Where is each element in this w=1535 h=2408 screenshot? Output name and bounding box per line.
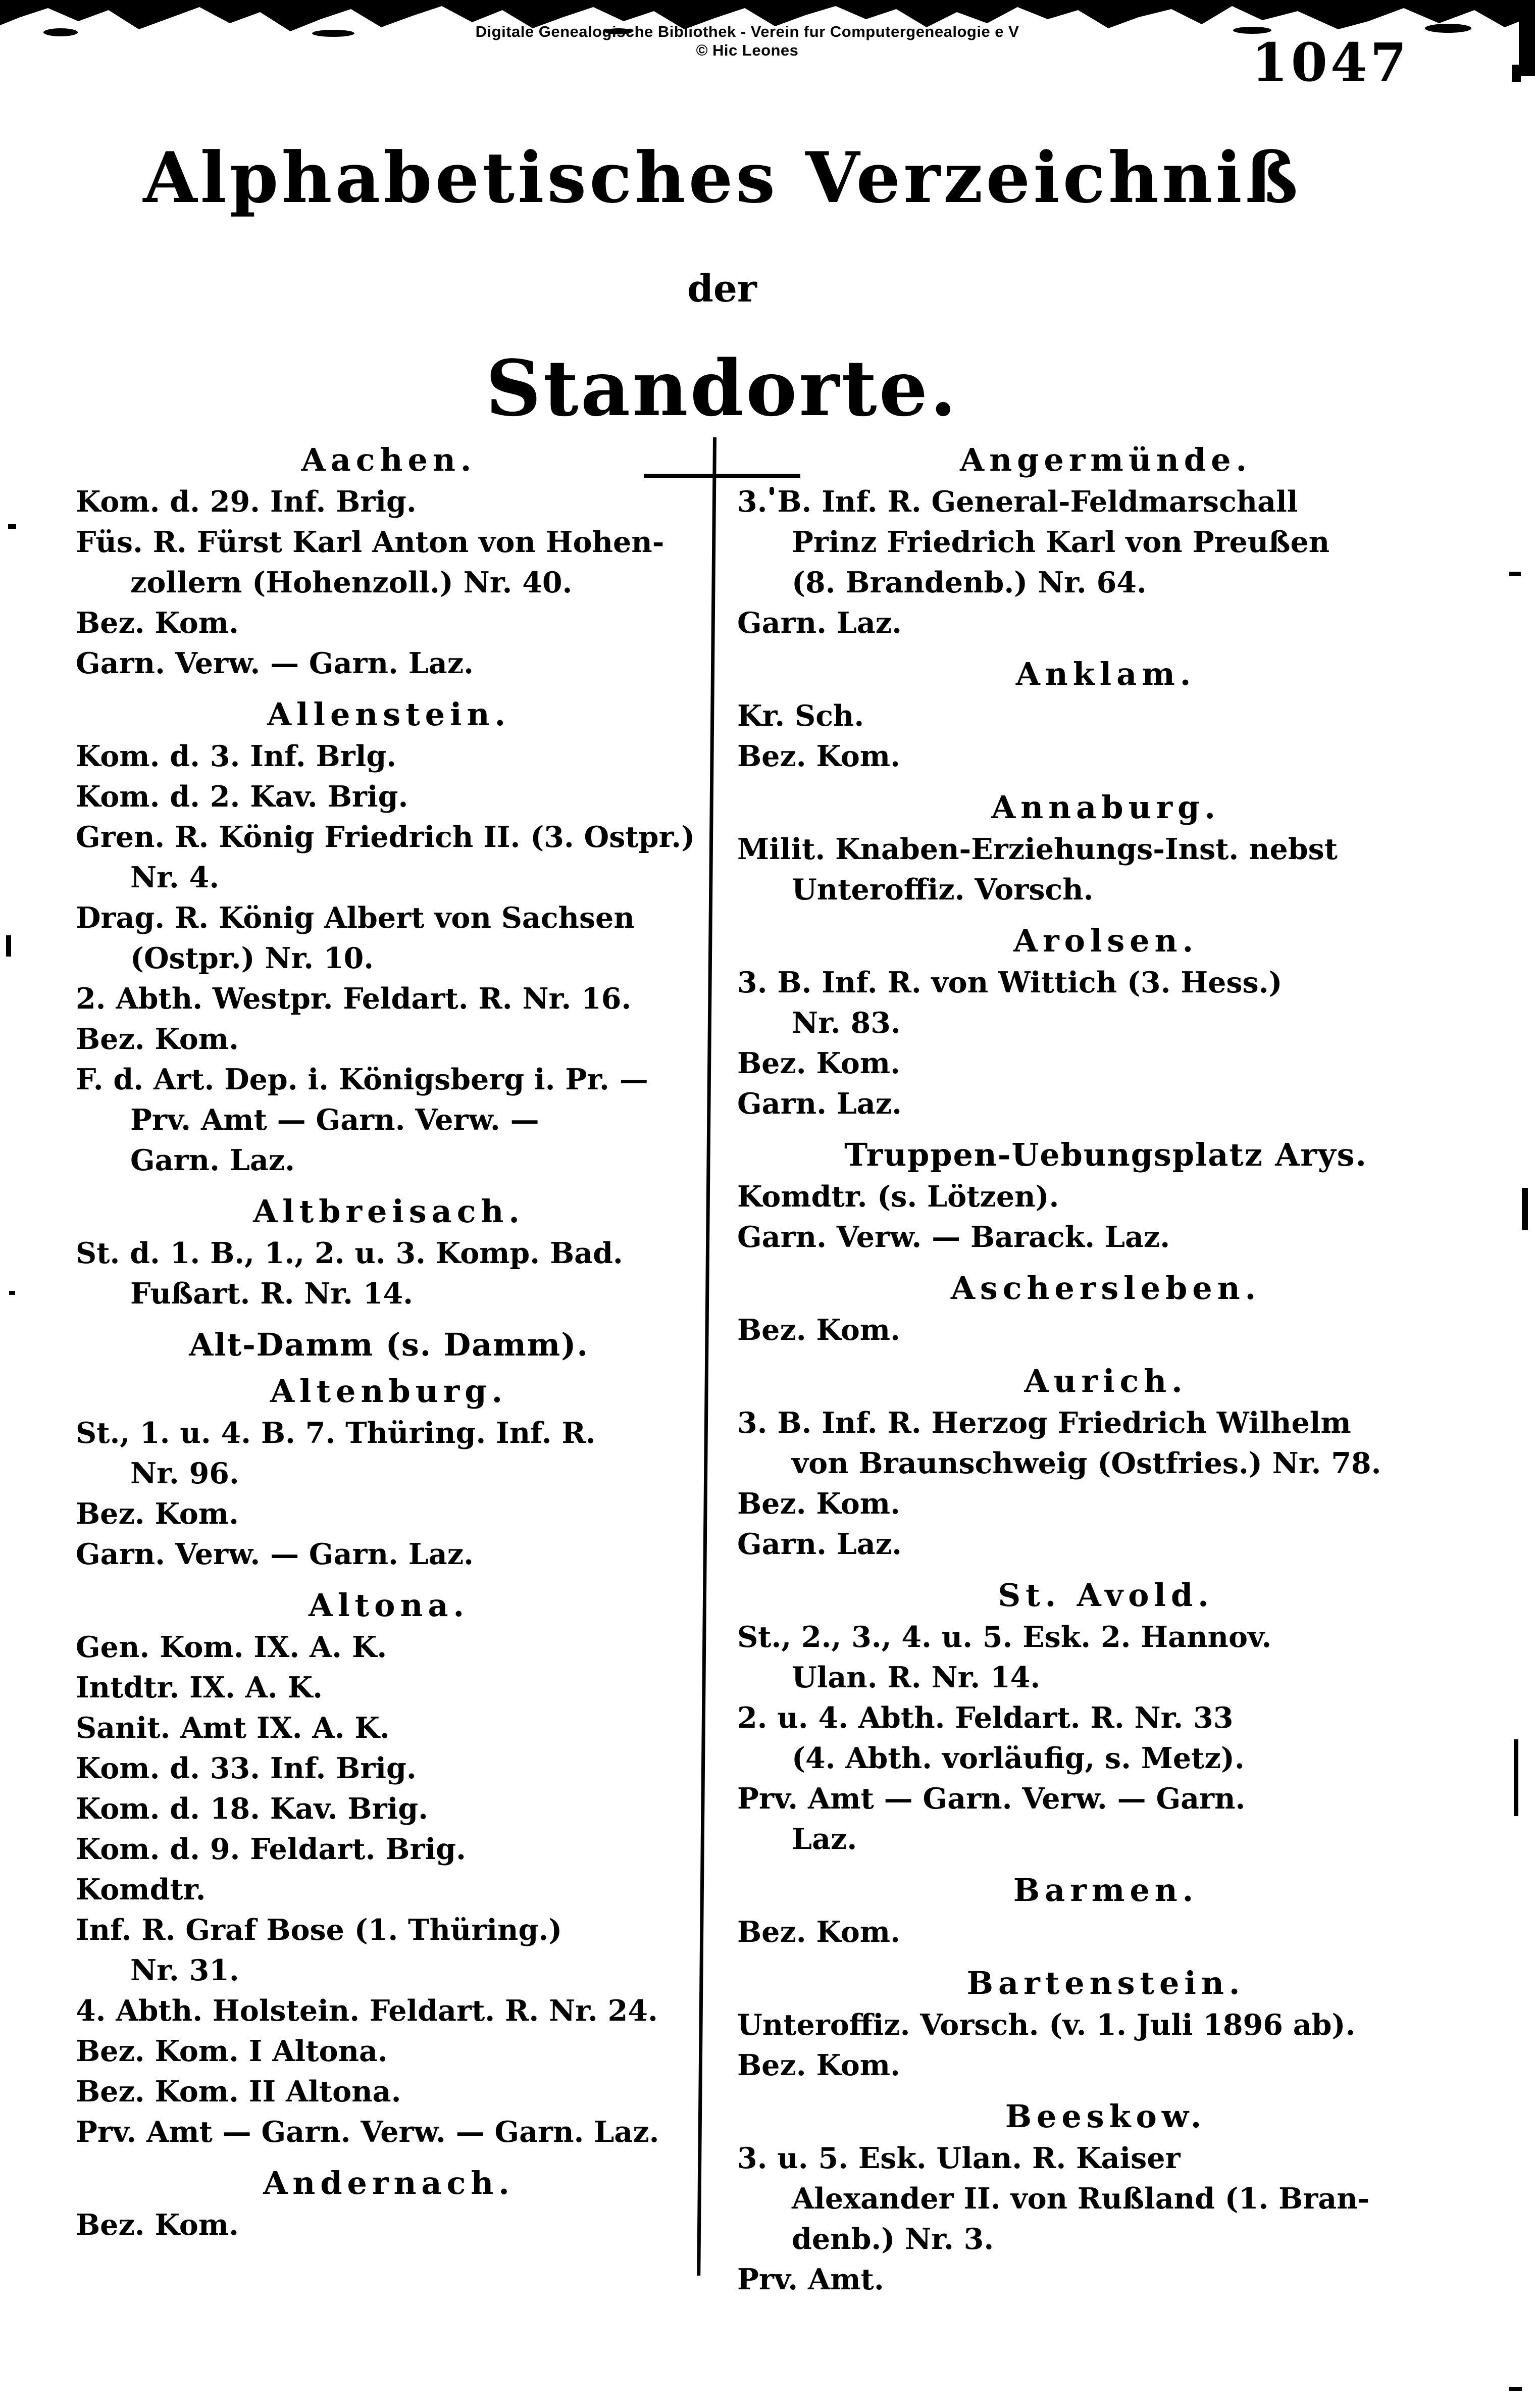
unit-entry <box>76 736 702 777</box>
location-section <box>76 441 702 684</box>
unit-entry <box>76 1627 702 1668</box>
section-heading: Aschersleben. <box>950 1270 1261 1307</box>
entry-line: Bez. Kom. <box>737 739 900 773</box>
unit-entry <box>76 2072 702 2112</box>
entry-line: St., 2., 3., 4. u. 5. Esk. 2. Hannov. <box>737 1620 1272 1654</box>
section-heading: St. Avold. <box>998 1577 1214 1614</box>
section-heading: Barmen. <box>1013 1872 1199 1909</box>
unit-entry <box>76 1829 702 1870</box>
unit-entry <box>737 2260 1474 2300</box>
index-columns <box>76 443 1474 2300</box>
unit-entry <box>76 1910 702 1991</box>
unit-entry <box>76 817 702 898</box>
unit-entry <box>76 603 702 643</box>
section-heading: Allenstein. <box>267 696 511 733</box>
entry-line: Kom. d. 2. Kav. Brig. <box>76 780 408 814</box>
unit-entry <box>737 1217 1474 1258</box>
entry-line: Gen. Kom. IX. A. K. <box>76 1630 387 1664</box>
title-subtitle: Standorte. <box>485 343 959 433</box>
unit-entry <box>76 482 702 522</box>
entry-line: Garn. Laz. <box>130 1143 295 1177</box>
scan-artifact <box>1509 2387 1522 2391</box>
entry-line: Bez. Kom. I Altona. <box>76 2034 388 2068</box>
entry-line: Komdtr. (s. Lötzen). <box>737 1180 1059 1214</box>
location-section <box>737 1965 1474 2086</box>
entry-line: Unteroffiz. Vorsch. (v. 1. Juli 1896 ab). <box>737 2008 1356 2042</box>
entry-line: (4. Abth. vorläufig, s. Metz). <box>792 1741 1245 1775</box>
entry-line: Kom. d. 9. Feldart. Brig. <box>76 1832 466 1866</box>
entry-line: Bez. Kom. <box>737 1313 900 1347</box>
entry-line: denb.) Nr. 3. <box>792 2222 994 2256</box>
entry-line: (8. Brandenb.) Nr. 64. <box>792 566 1147 599</box>
entry-line: Nr. 4. <box>130 861 220 894</box>
entry-line: Kom. d. 29. Inf. Brig. <box>76 485 417 519</box>
entry-line: zollern (Hohenzoll.) Nr. 40. <box>130 566 573 599</box>
entry-line: Bez. Kom. <box>76 606 239 640</box>
location-section <box>737 922 1474 1124</box>
unit-entry <box>737 603 1474 643</box>
entry-line: Inf. R. Graf Bose (1. Thüring.) <box>76 1913 562 1947</box>
scan-artifact <box>1514 1739 1518 1816</box>
entry-line: Garn. Laz. <box>737 1527 902 1561</box>
section-heading: Bartenstein. <box>966 1965 1245 2001</box>
title-block <box>126 136 1318 478</box>
entry-line: St. d. 1. B., 1., 2. u. 3. Komp. Bad. <box>76 1236 623 1270</box>
watermark-line1: Digitale Genealogische Bibliothek - Verein fur Computergenealogie e V <box>475 23 1019 40</box>
page-title: Alphabetisches Verzeichniß <box>143 136 1301 219</box>
entry-line: Bez. Kom. <box>737 2048 900 2082</box>
unit-entry <box>737 1177 1474 1217</box>
location-section <box>76 1326 702 1363</box>
section-heading: Alt-Damm (s. Damm). <box>189 1326 589 1363</box>
entry-line: Ulan. R. Nr. 14. <box>792 1661 1041 1694</box>
unit-entry <box>76 643 702 684</box>
title-connector: der <box>687 267 757 311</box>
entry-line: Bez. Kom. <box>737 1046 900 1080</box>
entry-line: Kom. d. 33. Inf. Brig. <box>76 1751 417 1785</box>
entry-line: Unteroffiz. Vorsch. <box>792 873 1094 907</box>
entry-line: Fußart. R. Nr. 14. <box>130 1277 414 1311</box>
entry-line: Bez. Kom. <box>737 1487 900 1521</box>
watermark-line2: © Hic Leones <box>696 41 799 59</box>
entry-line: von Braunschweig (Ostfries.) Nr. 78. <box>792 1446 1382 1480</box>
entry-line: Prv. Amt. <box>737 2263 884 2296</box>
location-section <box>737 1136 1474 1258</box>
unit-entry <box>737 736 1474 777</box>
entry-line: Nr. 31. <box>130 1953 239 1987</box>
unit-entry <box>737 1484 1474 1524</box>
unit-entry <box>76 1708 702 1748</box>
unit-entry <box>76 2112 702 2152</box>
entry-line: 3. B. Inf. R. Herzog Friedrich Wilhelm <box>737 1406 1351 1440</box>
entry-line: Prinz Friedrich Karl von Preußen <box>792 525 1330 559</box>
unit-entry <box>76 1748 702 1789</box>
location-section <box>737 2098 1474 2300</box>
section-heading: Truppen-Uebungsplatz Arys. <box>844 1136 1367 1173</box>
unit-entry <box>76 1233 702 1314</box>
location-section <box>76 2165 702 2245</box>
entry-line: Gren. R. König Friedrich II. (3. Ostpr.) <box>76 820 695 854</box>
unit-entry <box>76 979 702 1019</box>
unit-entry <box>76 1870 702 1910</box>
entry-line: Prv. Amt — Garn. Verw. — Garn. <box>737 1782 1246 1816</box>
unit-entry <box>737 482 1474 603</box>
scan-artifact <box>1522 1188 1528 1230</box>
entry-line: Garn. Verw. — Garn. Laz. <box>76 646 474 680</box>
entry-line: Bez. Kom. <box>76 1497 239 1531</box>
entry-line: Garn. Laz. <box>737 606 902 640</box>
entry-line: 3. B. Inf. R. von Wittich (3. Hess.) <box>737 966 1283 999</box>
location-section <box>737 789 1474 910</box>
entry-line: Prv. Amt — Garn. Verw. — <box>130 1103 539 1137</box>
unit-entry <box>76 2205 702 2245</box>
section-heading: Arolsen. <box>1013 922 1199 959</box>
section-heading: Altbreisach. <box>253 1193 525 1230</box>
entry-line: Nr. 83. <box>792 1006 901 1040</box>
scan-artifact <box>1509 572 1521 576</box>
unit-entry <box>76 1534 702 1575</box>
unit-entry <box>737 1084 1474 1124</box>
text-column <box>76 443 702 2300</box>
entry-line: Nr. 96. <box>130 1457 239 1490</box>
entry-line: 2. Abth. Westpr. Feldart. R. Nr. 16. <box>76 982 632 1016</box>
section-heading: Aurich. <box>1024 1363 1188 1399</box>
unit-entry <box>737 1043 1474 1084</box>
entry-line: Füs. R. Fürst Karl Anton von Hohen- <box>76 525 664 559</box>
entry-line: (Ostpr.) Nr. 10. <box>130 941 374 975</box>
entry-line: F. d. Art. Dep. i. Königsberg i. Pr. — <box>76 1063 648 1096</box>
unit-entry <box>76 1789 702 1829</box>
entry-line: Alexander II. von Rußland (1. Bran- <box>792 2182 1370 2216</box>
location-section <box>737 441 1474 643</box>
entry-line: Bez. Kom. <box>737 1915 900 1949</box>
unit-entry <box>76 2031 702 2072</box>
section-heading: Andernach. <box>263 2165 515 2201</box>
unit-entry <box>76 1060 702 1181</box>
scan-artifact <box>8 524 16 529</box>
entry-line: Garn. Verw. — Garn. Laz. <box>76 1537 474 1571</box>
unit-entry <box>76 898 702 979</box>
section-heading: Annaburg. <box>991 789 1220 826</box>
unit-entry <box>76 1991 702 2031</box>
location-section <box>737 1577 1474 1860</box>
entry-line: Drag. R. König Albert von Sachsen <box>76 901 635 935</box>
unit-entry <box>737 2045 1474 2086</box>
unit-entry <box>737 1617 1474 1698</box>
unit-entry <box>737 2138 1474 2260</box>
entry-line: Kom. d. 3. Inf. Brlg. <box>76 739 397 773</box>
entry-line: Intdtr. IX. A. K. <box>76 1671 323 1704</box>
section-heading: Aachen. <box>301 441 477 478</box>
location-section <box>76 696 702 1181</box>
unit-entry <box>737 2005 1474 2045</box>
unit-entry <box>76 522 702 603</box>
unit-entry <box>737 1912 1474 1952</box>
unit-entry <box>76 1413 702 1494</box>
entry-line: Milit. Knaben-Erziehungs-Inst. nebst <box>737 832 1338 866</box>
section-heading: Anklam. <box>1015 656 1196 692</box>
entry-line: Sanit. Amt IX. A. K. <box>76 1711 390 1745</box>
entry-line: 2. u. 4. Abth. Feldart. R. Nr. 33 <box>737 1701 1234 1735</box>
unit-entry <box>737 696 1474 736</box>
location-section <box>76 1373 702 1575</box>
location-section <box>737 1270 1474 1350</box>
unit-entry <box>737 963 1474 1043</box>
entry-line: Kom. d. 18. Kav. Brig. <box>76 1792 428 1826</box>
location-section <box>76 1587 702 2152</box>
unit-entry <box>737 1779 1474 1860</box>
entry-line: 3. B. Inf. R. General-Feldmarschall <box>737 485 1298 519</box>
unit-entry <box>737 1698 1474 1779</box>
entry-line: Prv. Amt — Garn. Verw. — Garn. Laz. <box>76 2115 659 2149</box>
section-heading: Altona. <box>309 1587 469 1624</box>
entry-line: St., 1. u. 4. B. 7. Thüring. Inf. R. <box>76 1416 596 1450</box>
text-column <box>737 443 1474 2300</box>
section-heading: Beeskow. <box>1005 2098 1207 2135</box>
section-heading: Angermünde. <box>960 441 1252 478</box>
unit-entry <box>737 829 1474 910</box>
entry-line: Laz. <box>792 1822 857 1856</box>
entry-line: 4. Abth. Holstein. Feldart. R. Nr. 24. <box>76 1994 658 2028</box>
entry-line: Kr. Sch. <box>737 699 864 733</box>
unit-entry <box>76 1494 702 1534</box>
location-section <box>76 1193 702 1314</box>
unit-entry <box>737 1403 1474 1484</box>
unit-entry <box>76 777 702 817</box>
page-number: 1047 <box>1251 31 1410 93</box>
entry-line: Komdtr. <box>76 1873 206 1907</box>
section-heading: Altenburg. <box>270 1373 508 1410</box>
entry-line: Bez. Kom. <box>76 1022 239 1056</box>
entry-line: 3. u. 5. Esk. Ulan. R. Kaiser <box>737 2141 1181 2175</box>
entry-line: Garn. Laz. <box>737 1087 902 1121</box>
unit-entry <box>737 1524 1474 1565</box>
location-section <box>737 1363 1474 1565</box>
scan-artifact <box>6 935 11 957</box>
unit-entry <box>76 1019 702 1060</box>
unit-entry <box>76 1668 702 1708</box>
entry-line: Bez. Kom. II Altona. <box>76 2075 401 2109</box>
location-section <box>737 1872 1474 1952</box>
location-section <box>737 656 1474 777</box>
scan-artifact <box>9 1291 15 1295</box>
entry-line: Garn. Verw. — Barack. Laz. <box>737 1220 1170 1254</box>
unit-entry <box>737 1310 1474 1350</box>
entry-line: Bez. Kom. <box>76 2208 239 2242</box>
